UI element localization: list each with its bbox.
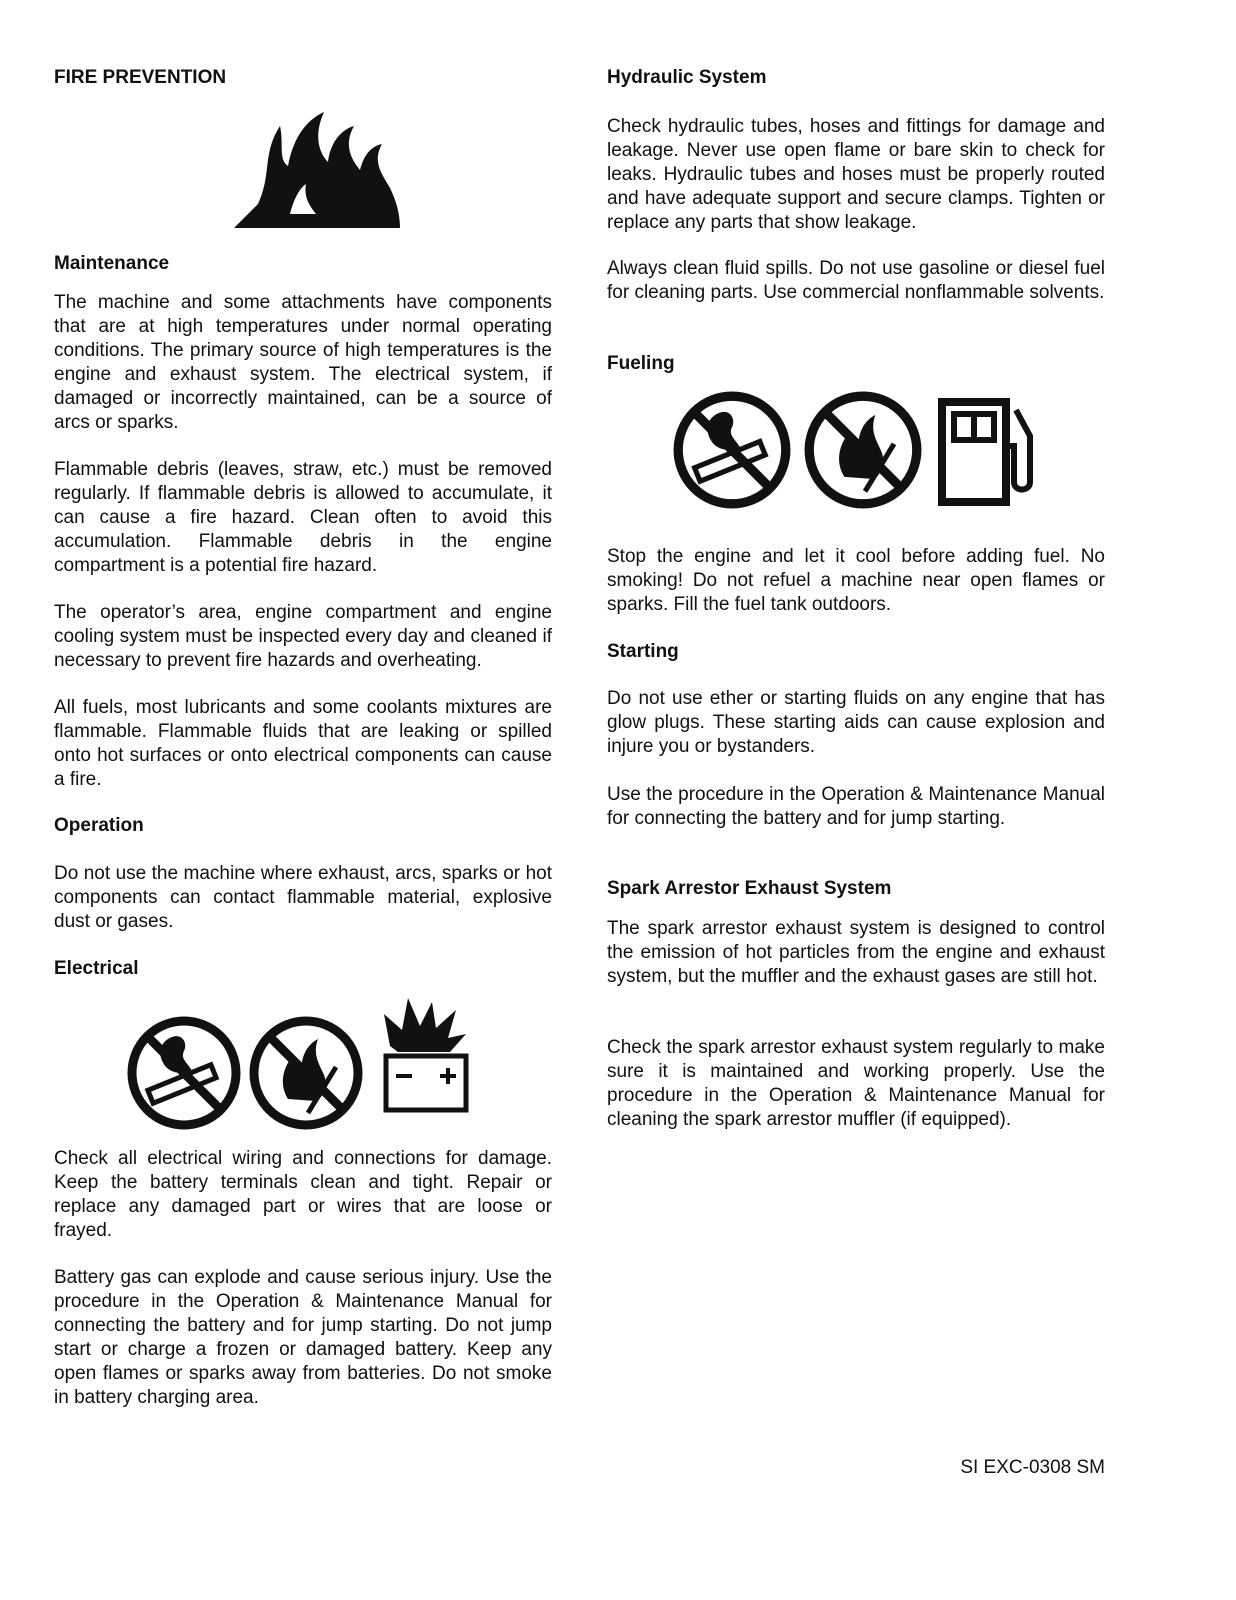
electrical-paragraph-2: Battery gas can explode and cause serious injury. Use the procedure in the Operation & Maintenance Manual for connecting the battery and for jump starting. Do not jump start or charge a frozen or damaged battery. Keep any open flames or sparks away from batteries. Do not smoke in battery charging area.: [54, 1267, 552, 1408]
heading-hydraulic-system: Hydraulic System: [607, 67, 767, 88]
maintenance-paragraph-1: The machine and some attachments have components that are at high temperatures under normal operating conditions. The primary source of high temperatures is the engine and exhaust system. The electrical system, if damaged or incorrectly maintained, can be a source of arcs or sparks.: [54, 292, 552, 433]
maintenance-paragraph-3: The operator’s area, engine compartment and engine cooling system must be inspected every day and cleaned if necessary to prevent fire hazards and overheating.: [54, 602, 552, 671]
no-open-flame-icon: [803, 390, 923, 510]
heading-starting: Starting: [607, 641, 679, 662]
heading-operation: Operation: [54, 815, 144, 836]
battery-explosion-icon: [380, 996, 470, 1114]
maintenance-paragraph-4: All fuels, most lubricants and some coolants mixtures are flammable. Flammable fluids that are leaking or spilled onto hot surfaces or onto electrical components can cause a fire.: [54, 697, 552, 790]
operation-paragraph-1: Do not use the machine where exhaust, arcs, sparks or hot components can contact flammable material, explosive dust or gases.: [54, 863, 552, 932]
fire-icon: [232, 104, 402, 230]
heading-spark-arrestor: Spark Arrestor Exhaust System: [607, 878, 892, 899]
spark-paragraph-2: Check the spark arrestor exhaust system regularly to make sure it is maintained and working properly. Use the procedure in the Operation & Maintenance Manual for cleaning the spark arrestor muffler (if equipped).: [607, 1037, 1105, 1130]
no-open-flame-icon: [248, 1015, 364, 1131]
maintenance-paragraph-2: Flammable debris (leaves, straw, etc.) must be removed regularly. If flammable debris is allowed to accumulate, it can cause a fire hazard. Clean often to avoid this accumulation. Flammable debris in the engine compartment is a potential fire hazard.: [54, 459, 552, 576]
no-smoking-icon: [672, 390, 792, 510]
heading-maintenance: Maintenance: [54, 253, 170, 274]
page-title: FIRE PREVENTION: [54, 67, 227, 88]
spark-paragraph-1: The spark arrestor exhaust system is designed to control the emission of hot particles from the engine and exhaust system, but the muffler and the exhaust gases are still hot.: [607, 918, 1105, 987]
no-smoking-icon: [126, 1015, 242, 1131]
starting-paragraph-1: Do not use ether or starting fluids on any engine that has glow plugs. These starting aids can cause explosion and injure you or bystanders.: [607, 688, 1105, 757]
heading-fueling: Fueling: [607, 353, 675, 374]
document-code: SI EXC-0308 SM: [960, 1457, 1105, 1478]
hydraulic-paragraph-2: Always clean fluid spills. Do not use gasoline or diesel fuel for cleaning parts. Use commercial nonflammable solvents.: [607, 258, 1105, 303]
starting-paragraph-2: Use the procedure in the Operation & Maintenance Manual for connecting the battery and for jump starting.: [607, 784, 1105, 829]
heading-electrical: Electrical: [54, 958, 139, 979]
hydraulic-paragraph-1: Check hydraulic tubes, hoses and fittings for damage and leakage. Never use open flame or bare skin to check for leaks. Hydraulic tubes and hoses must be properly routed and have adequate support and secure clamps. Tighten or replace any parts that show leakage.: [607, 116, 1105, 233]
fuel-pump-icon: [936, 396, 1044, 506]
electrical-paragraph-1: Check all electrical wiring and connections for damage. Keep the battery terminals clean and tight. Repair or replace any damaged part or wires that are loose or frayed.: [54, 1148, 552, 1241]
fueling-paragraph-1: Stop the engine and let it cool before adding fuel. No smoking! Do not refuel a machine near open flames or sparks. Fill the fuel tank outdoors.: [607, 546, 1105, 615]
